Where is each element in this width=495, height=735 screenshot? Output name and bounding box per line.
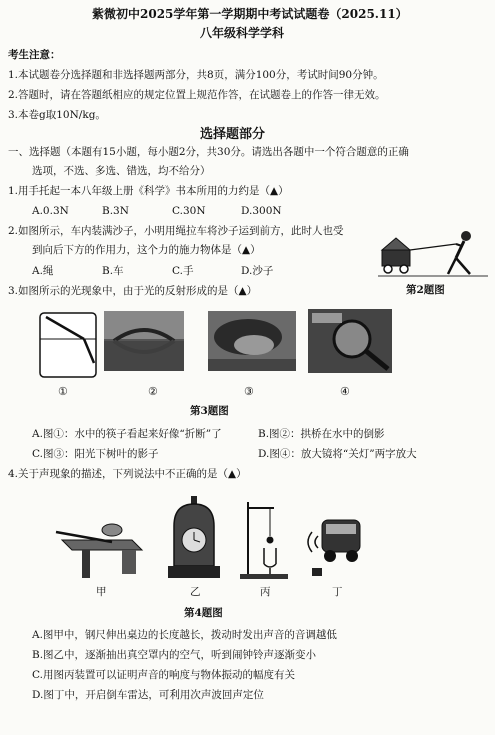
q4-option-c: C.用图丙装置可以证明声音的响度与物体振动的幅度有关 bbox=[32, 669, 295, 681]
exam-subtitle: 八年级科学学科 bbox=[200, 26, 285, 40]
note-2: 2.答题时，请在答题纸相应的规定位置上规范作答，在试题卷上的作答一律无效。 bbox=[8, 89, 386, 101]
q1-option-c: C.30N bbox=[172, 205, 206, 217]
q3-figure-label-3: ③ bbox=[244, 385, 254, 398]
q3-option-c: C.图③：阳光下树叶的影子 bbox=[32, 448, 159, 460]
q3-option-a: A.图①：水中的筷子看起来好像“折断”了 bbox=[32, 428, 222, 440]
q4-option-d: D.图丁中，开启倒车雷达，可利用次声波回声定位 bbox=[32, 689, 264, 701]
q3-figure-caption: 第3题图 bbox=[190, 405, 229, 417]
q2-option-c: C.手 bbox=[172, 265, 194, 277]
q2-option-d: D.沙子 bbox=[241, 265, 274, 277]
q3-figure-label-2: ② bbox=[148, 385, 158, 398]
q2-stem-line2: 到向后下方的作用力，这个力的施力物体是（▲） bbox=[32, 244, 261, 256]
note-1: 1.本试题卷分选择题和非选择题两部分，共8页，满分100分，考试时间90分钟。 bbox=[8, 69, 384, 81]
q2-option-a: A.绳 bbox=[32, 265, 54, 277]
q1-option-a: A.0.3N bbox=[32, 205, 69, 217]
q1-option-b: B.3N bbox=[102, 205, 129, 217]
q2-stem-line1: 2.如图所示，车内装满沙子，小明用绳拉车将沙子运到前方，此时人也受 bbox=[8, 225, 344, 237]
note-3: 3.本卷g取10N/kg。 bbox=[8, 109, 106, 121]
q4-figure-label-ding: 丁 bbox=[332, 586, 343, 598]
q4-figure-yi bbox=[168, 496, 220, 580]
q4-figure-label-yi: 乙 bbox=[190, 586, 201, 598]
q4-stem: 4.关于声现象的描述，下列说法中不正确的是（▲） bbox=[8, 468, 247, 480]
notes-heading: 考生注意： bbox=[8, 49, 61, 61]
q2-option-b: B.车 bbox=[102, 265, 124, 277]
section-title: 选择题部分 bbox=[200, 127, 266, 142]
q4-figure-bing bbox=[240, 498, 290, 580]
q4-figure-jia bbox=[52, 510, 148, 580]
q3-figure-3 bbox=[208, 311, 296, 371]
q4-option-b: B.图乙中，逐渐抽出真空罩内的空气，听到闹钟铃声逐渐变小 bbox=[32, 649, 317, 661]
q4-figure-label-jia: 甲 bbox=[96, 586, 107, 598]
exam-title: 紫微初中2025学年第一学期期中考试试题卷（2025.11） bbox=[92, 7, 408, 21]
q3-option-d: D.图④：放大镜将“关灯”两字放大 bbox=[258, 448, 417, 460]
q4-option-a: A.图甲中，钢尺伸出桌边的长度越长，拨动时发出声音的音调越低 bbox=[32, 629, 337, 641]
q3-figure-label-1: ① bbox=[58, 385, 68, 398]
q4-figure-caption: 第4题图 bbox=[184, 607, 223, 619]
part1-instruction-line1: 一、选择题（本题有15小题，每小题2分，共30分。请选出各题中一个符合题意的正确 bbox=[8, 146, 409, 158]
q3-figure-4 bbox=[308, 309, 392, 373]
q4-figure-ding bbox=[304, 516, 362, 580]
q1-stem: 1.用手托起一本八年级上册《科学》书本所用的力约是（▲） bbox=[8, 185, 289, 197]
q3-figure-1 bbox=[36, 311, 102, 379]
q2-figure bbox=[378, 228, 488, 278]
q4-figure-label-bing: 丙 bbox=[260, 586, 271, 598]
q3-figure-label-4: ④ bbox=[340, 385, 350, 398]
q2-figure-caption: 第2题图 bbox=[406, 284, 445, 296]
part1-instruction-line2: 选项，不选、多选、错选，均不给分） bbox=[32, 165, 211, 177]
q3-figure-2 bbox=[104, 311, 184, 371]
q3-stem: 3.如图所示的光现象中，由于光的反射形成的是（▲） bbox=[8, 285, 258, 297]
q3-option-b: B.图②：拱桥在水中的倒影 bbox=[258, 428, 385, 440]
q1-option-d: D.300N bbox=[241, 205, 282, 217]
